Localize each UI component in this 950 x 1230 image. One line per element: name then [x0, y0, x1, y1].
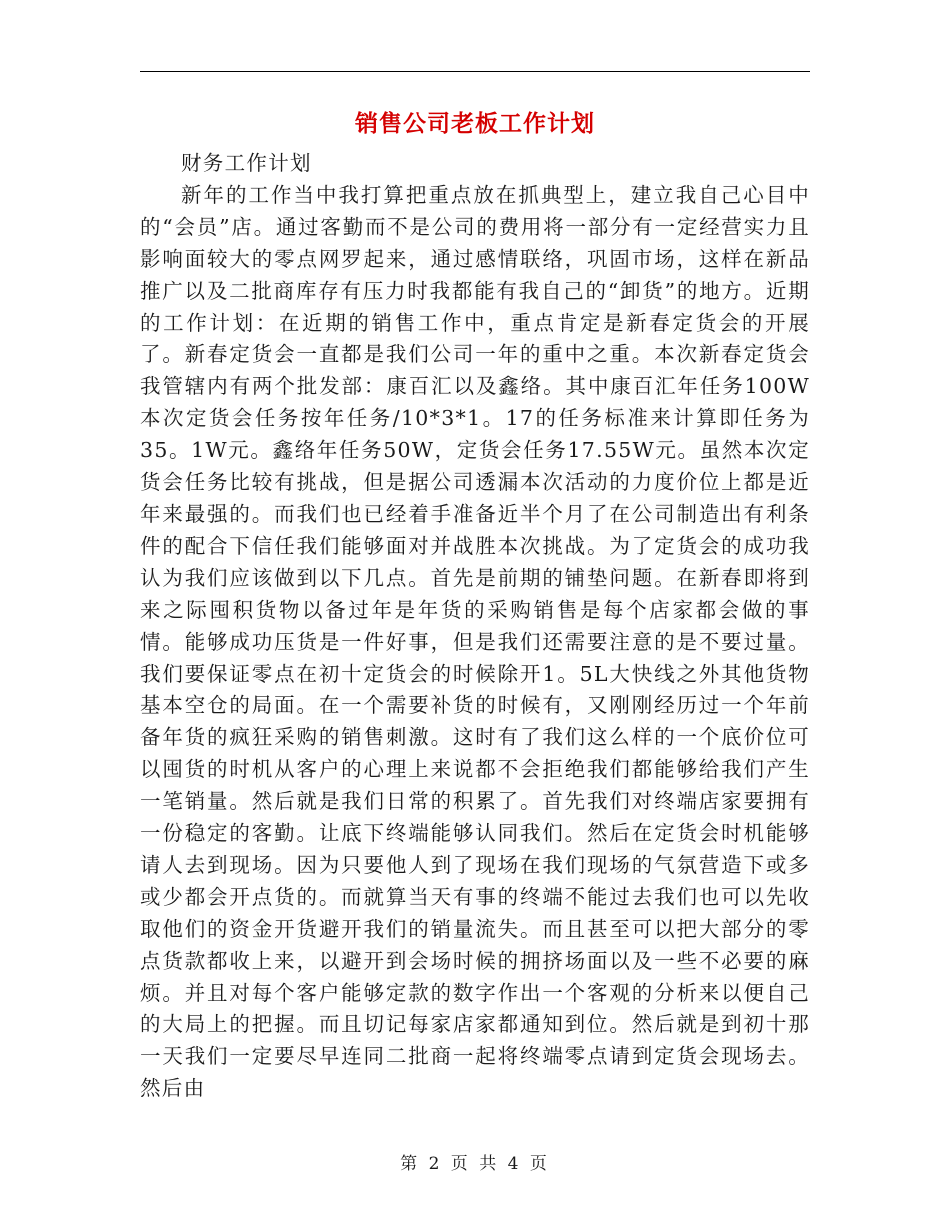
page-number-footer: 第 2 页 共 4 页: [400, 1154, 550, 1174]
document-body: [140, 148, 810, 1105]
body-paragraph: 新年的工作当中我打算把重点放在抓典型上，建立我自己心目中的“会员”店。通过客勤而不是公司的费用将一部分有一定经营实力且影响面较大的零点网罗起来，通过感情联络，巩固市场，这样在新品推广以及二批商库存有压力时我都能有我自己的“卸货”的地方。近期的工作计划：在近期的销售工作中，重点肯定是新春定货会的开展了。新春定货会一直都是我们公司一年的重中之重。本次新春定货会我管辖内有两个批发部：康百汇以及鑫络。其中康百汇年任务100W本次定货会任务按年任务/10*3*1。17的任务标准来计算即任务为35。1W元。鑫络年任务50W，定货会任务17.55W元。虽然本次定货会任务比较有挑战，但是据公司透漏本次活动的力度价位上都是近年来最强的。而我们也已经着手准备近半个月了在公司制造出有利条件的配合下信任我们能够面对并战胜本次挑战。为了定货会的成功我认为我们应该做到以下几点。首先是前期的铺垫问题。在新春即将到来之际囤积货物以备过年是年货的采购销售是每个店家都会做的事情。能够成功压货是一件好事，但是我们还需要注意的是不要过量。我们要保证零点在初十定货会的时候除开1。5L大快线之外其他货物基本空仓的局面。在一个需要补货的时候有，又刚刚经历过一个年前备年货的疯狂采购的销售刺激。这时有了我们这么样的一个底价位可以囤货的时机从客户的心理上来说都不会拒绝我们都能够给我们产生一笔销量。然后就是我们日常的积累了。首先我们对终端店家要拥有一份稳定的客勤。让底下终端能够认同我们。然后在定货会时机能够请人去到现场。因为只要他人到了现场在我们现场的气氛营造下或多或少都会开点货的。而就算当天有事的终端不能过去我们也可以先收取他们的资金开货避开我们的销量流失。而且甚至可以把大部分的零点货款都收上来，以避开到会场时候的拥挤场面以及一些不必要的麻烦。并且对每个客户能够定款的数字作出一个客观的分析来以便自己的大局上的把握。而且切记每家店家都通知到位。然后就是到初十那一天我们一定要尽早连同二批商一起将终端零点请到定货会现场去。然后由: [140, 182, 810, 1101]
document-title: 销售公司老板工作计划: [355, 111, 595, 137]
section-heading: 财务工作计划: [181, 151, 312, 175]
header-rule: [140, 71, 810, 72]
